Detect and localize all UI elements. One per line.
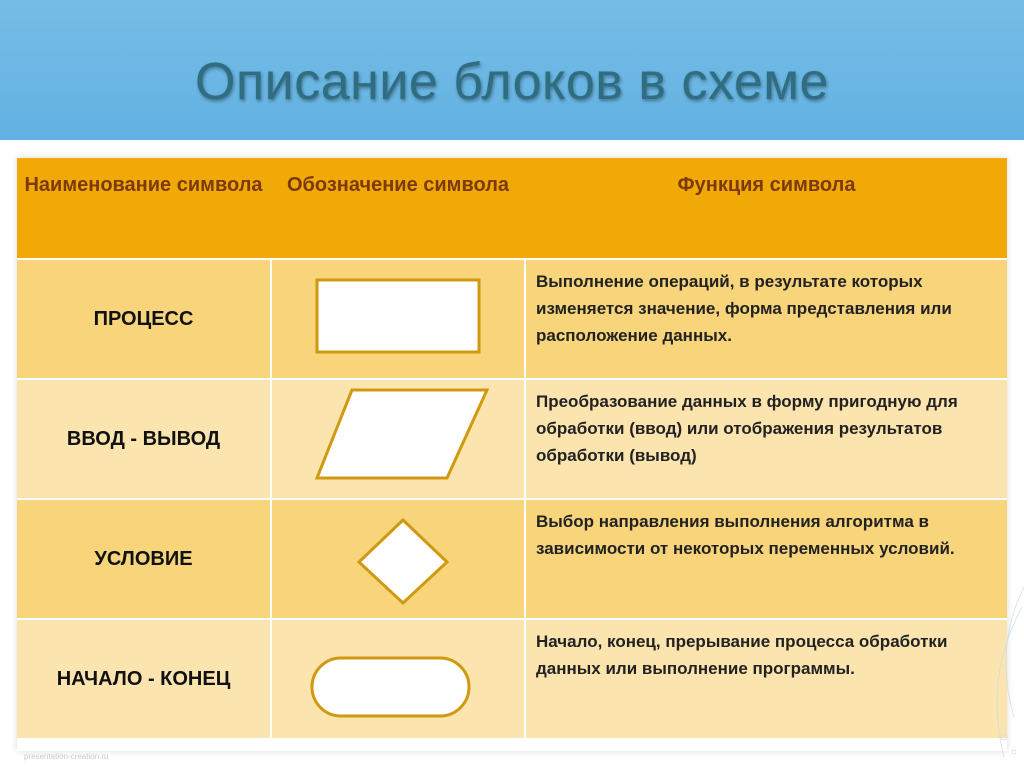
row-name: ПРОЦЕСС: [93, 307, 194, 330]
row-name: НАЧАЛО - КОНЕЦ: [56, 667, 231, 690]
slide-title: Описание блоков в схеме: [195, 53, 829, 111]
column-divider: [524, 258, 526, 751]
table-header: [17, 158, 1007, 258]
rectangle-shape: [272, 260, 524, 378]
decoration-graphic: [964, 567, 1024, 767]
parallelogram-shape: [272, 380, 524, 498]
row-function: Выполнение операций, в результате которых изменяется значение, форма представления или расположение данных.: [536, 272, 952, 345]
table-row: [17, 258, 1007, 378]
diamond-shape: [272, 500, 524, 618]
rounded-rectangle-shape: [272, 620, 524, 738]
process-symbol: [272, 260, 524, 378]
row-name: УСЛОВИЕ: [94, 547, 193, 570]
table-row: [17, 498, 1007, 618]
header-function: Функция символа: [677, 174, 856, 196]
row-function: Преобразование данных в форму пригодную для обработки (ввод) или отображения результатов обработки (вывод): [536, 392, 958, 465]
column-divider: [270, 258, 272, 751]
io-symbol: [272, 380, 524, 498]
footer-watermark: presentation-creation.ru: [24, 752, 109, 761]
terminal-symbol: [272, 620, 524, 738]
condition-symbol: [272, 500, 524, 618]
blocks-table: [17, 158, 1007, 751]
row-name: ВВОД - ВЫВОД: [66, 427, 221, 450]
table-row: [17, 378, 1007, 498]
header-symbol: Обозначение символа: [286, 174, 510, 196]
table-row: [17, 618, 1007, 738]
row-function: Начало, конец, прерывание процесса обработки данных или выполнение программы.: [536, 632, 948, 678]
row-function: Выбор направления выполнения алгоритма в зависимости от некоторых переменных условий.: [536, 512, 955, 558]
header-name: Наименование символа: [24, 174, 263, 196]
